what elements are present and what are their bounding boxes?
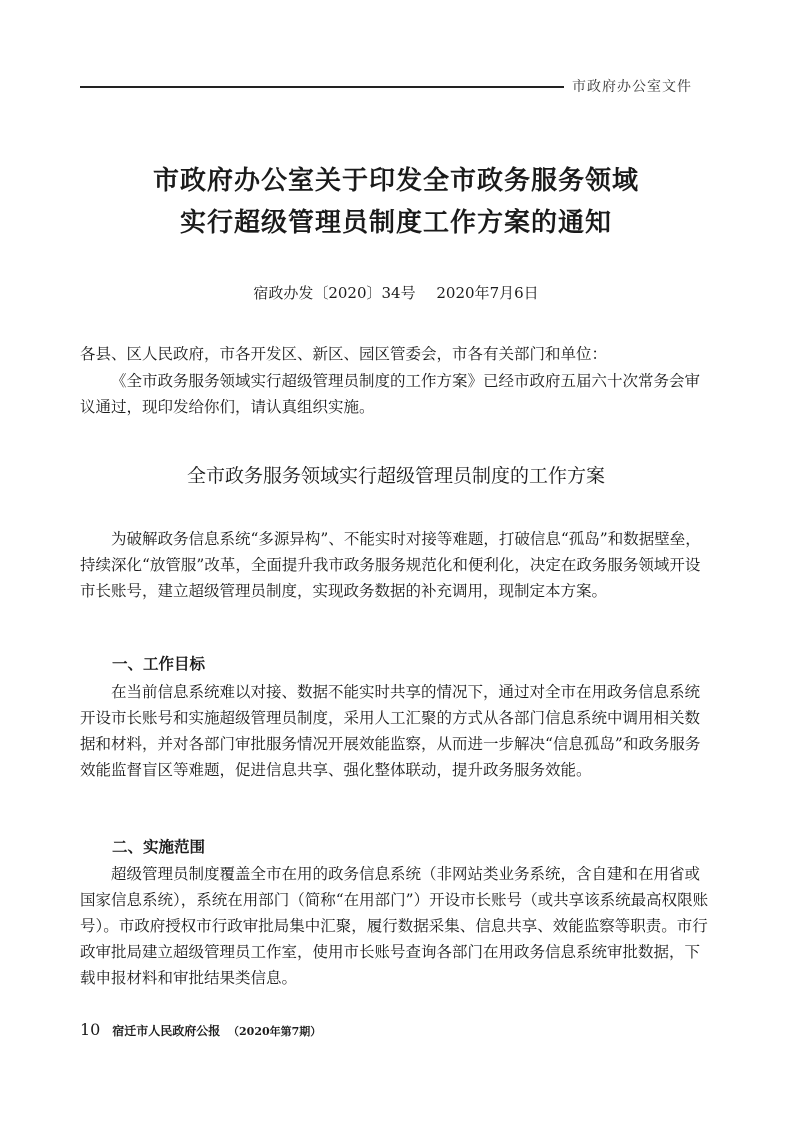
section-body-scope: 超级管理员制度覆盖全市在用的政务信息系统（非网站类业务系统，含自建和在用省或国家信息系统），系统在用部门（简称“在用部门”）开设市长账号（或共享该系统最高权限账号）。市政府授权市行政审批局集中汇聚，履行数据采集、信息共享、效能监察等职责。市行政审批局建立超级管理员工作室，使用市长账号查询各部门在用政务信息系统审批数据，下载申报材料和审批结果类信息。 [80,865,709,987]
section-heading-scope: 二、实施范围 [112,838,206,856]
page-number: 10 [80,1020,101,1039]
header-rule [80,86,564,88]
header-label: 市政府办公室文件 [572,79,692,95]
document-title-line-1: 市政府办公室关于印发全市政务服务领域 [152,166,639,196]
section-body-goals: 在当前信息系统难以对接、数据不能实时共享的情况下，通过对全市在用政务信息系统开设市长账号和实施超级管理员制度，采用人工汇聚的方式从各部门信息系统中调用相关数据和材料，并对各部门审批服务情况开展效能监察，从而进一步解决“信息孤岛”和政务服务效能监督盲区等难题，促进信息共享、强化整体联动，提升政务服务效能。 [80,683,701,779]
notice-body: 《全市政务服务领域实行超级管理员制度的工作方案》已经市政府五届六十次常务会审议通过，现印发给你们，请认真组织实施。 [80,372,701,416]
publication-issue: （2020年第7期） [228,1025,322,1038]
salutation: 各县、区人民政府，市各开发区、新区、园区管委会，市各有关部门和单位： [80,345,608,363]
document-date: 2020年7月6日 [436,284,539,302]
document-number: 宿政办发〔2020〕34号 [253,284,416,302]
document-title-line-2: 实行超级管理员制度工作方案的通知 [179,208,612,238]
section-heading-goals: 一、工作目标 [112,655,206,673]
document-info [80,282,712,303]
publication-name: 宿迁市人民政府公报 [112,1024,221,1038]
plan-title: 全市政务服务领域实行超级管理员制度的工作方案 [186,465,605,487]
plan-intro: 为破解政务信息系统“多源异构”、不能实时对接等难题，打破信息“孤岛”和数据壁垒，持续深化“放管服”改革，全面提升我市政务服务规范化和便利化，决定在政务服务领域开设市长账号，建立超级管理员制度，实现政务数据的补充调用，现制定本方案。 [80,530,701,600]
page-footer [80,1020,321,1039]
